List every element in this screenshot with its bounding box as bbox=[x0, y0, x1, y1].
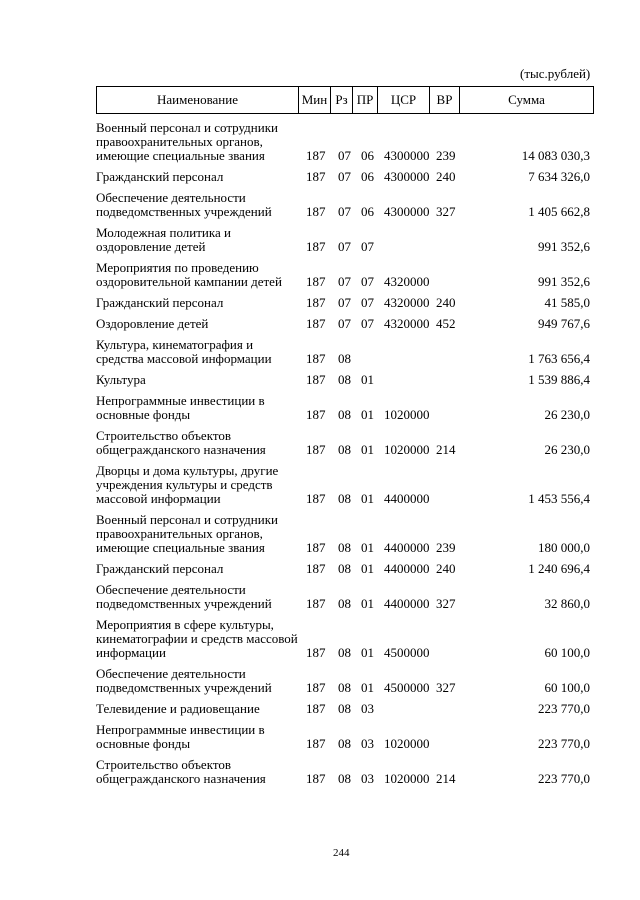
row-rz: 08 bbox=[338, 540, 351, 555]
table-row bbox=[96, 191, 594, 219]
table-row bbox=[96, 296, 594, 310]
row-rz: 07 bbox=[338, 148, 351, 163]
row-min: 187 bbox=[306, 442, 326, 457]
row-rz: 08 bbox=[338, 645, 351, 660]
row-pr: 06 bbox=[361, 148, 374, 163]
row-sum: 991 352,6 bbox=[538, 274, 590, 289]
row-rz: 08 bbox=[338, 407, 351, 422]
table-row bbox=[96, 464, 594, 506]
row-sum: 26 230,0 bbox=[544, 442, 590, 457]
row-csr: 1020000 bbox=[384, 736, 430, 751]
row-pr: 01 bbox=[361, 540, 374, 555]
table-row bbox=[96, 261, 594, 289]
table-body bbox=[96, 121, 594, 793]
row-pr: 01 bbox=[361, 442, 374, 457]
row-name: Обеспечение деятельности подведомственных учреждений bbox=[96, 582, 272, 611]
row-pr: 03 bbox=[361, 736, 374, 751]
row-pr: 07 bbox=[361, 295, 374, 310]
header-name: Наименование bbox=[97, 87, 299, 113]
row-rz: 07 bbox=[338, 169, 351, 184]
row-sum: 223 770,0 bbox=[538, 736, 590, 751]
row-pr: 01 bbox=[361, 407, 374, 422]
row-sum: 60 100,0 bbox=[544, 680, 590, 695]
table-row bbox=[96, 429, 594, 457]
row-vr: 240 bbox=[436, 295, 456, 310]
row-sum: 1 453 556,4 bbox=[528, 491, 590, 506]
page-number: 244 bbox=[333, 847, 350, 859]
row-min: 187 bbox=[306, 491, 326, 506]
row-pr: 01 bbox=[361, 680, 374, 695]
table-row bbox=[96, 618, 594, 660]
row-rz: 07 bbox=[338, 239, 351, 254]
row-rz: 08 bbox=[338, 561, 351, 576]
row-name: Военный персонал и сотрудники правоохранительных органов, имеющие специальные звания bbox=[96, 512, 278, 555]
row-min: 187 bbox=[306, 701, 326, 716]
row-sum: 32 860,0 bbox=[544, 596, 590, 611]
row-sum: 1 539 886,4 bbox=[528, 372, 590, 387]
row-sum: 180 000,0 bbox=[538, 540, 590, 555]
row-sum: 1 240 696,4 bbox=[528, 561, 590, 576]
table-row bbox=[96, 583, 594, 611]
row-pr: 03 bbox=[361, 771, 374, 786]
header-vr: ВР bbox=[430, 87, 460, 113]
row-csr: 4320000 bbox=[384, 295, 430, 310]
row-csr: 4400000 bbox=[384, 540, 430, 555]
row-name: Гражданский персонал bbox=[96, 169, 224, 184]
row-csr: 4400000 bbox=[384, 561, 430, 576]
header-sum: Сумма bbox=[508, 92, 545, 107]
row-name: Непрограммные инвестиции в основные фонды bbox=[96, 722, 265, 751]
table-row bbox=[96, 758, 594, 786]
row-rz: 08 bbox=[338, 736, 351, 751]
row-min: 187 bbox=[306, 351, 326, 366]
row-min: 187 bbox=[306, 680, 326, 695]
table-header bbox=[96, 86, 594, 114]
row-pr: 06 bbox=[361, 169, 374, 184]
table-row bbox=[96, 723, 594, 751]
row-min: 187 bbox=[306, 771, 326, 786]
row-csr: 1020000 bbox=[384, 407, 430, 422]
row-sum: 949 767,6 bbox=[538, 316, 590, 331]
row-sum: 26 230,0 bbox=[544, 407, 590, 422]
row-min: 187 bbox=[306, 736, 326, 751]
row-pr: 07 bbox=[361, 274, 374, 289]
table-row bbox=[96, 562, 594, 576]
row-name: Культура, кинематография и средства массовой информации bbox=[96, 337, 272, 366]
row-pr: 01 bbox=[361, 645, 374, 660]
row-csr: 1020000 bbox=[384, 442, 430, 457]
row-vr: 239 bbox=[436, 148, 456, 163]
row-name: Гражданский персонал bbox=[96, 561, 224, 576]
row-pr: 01 bbox=[361, 491, 374, 506]
row-min: 187 bbox=[306, 204, 326, 219]
row-sum: 41 585,0 bbox=[544, 295, 590, 310]
row-sum: 14 083 030,3 bbox=[521, 148, 590, 163]
row-rz: 08 bbox=[338, 680, 351, 695]
row-csr: 4400000 bbox=[384, 491, 430, 506]
table-row bbox=[96, 667, 594, 695]
row-csr: 4300000 bbox=[384, 169, 430, 184]
row-rz: 07 bbox=[338, 295, 351, 310]
row-min: 187 bbox=[306, 274, 326, 289]
row-rz: 08 bbox=[338, 372, 351, 387]
row-vr: 214 bbox=[436, 771, 456, 786]
row-vr: 240 bbox=[436, 561, 456, 576]
row-sum: 1 763 656,4 bbox=[528, 351, 590, 366]
row-rz: 08 bbox=[338, 771, 351, 786]
row-rz: 07 bbox=[338, 204, 351, 219]
row-name: Оздоровление детей bbox=[96, 316, 209, 331]
row-csr: 4320000 bbox=[384, 274, 430, 289]
row-pr: 01 bbox=[361, 596, 374, 611]
row-name: Мероприятия по проведению оздоровительной кампании детей bbox=[96, 260, 282, 289]
row-sum: 223 770,0 bbox=[538, 771, 590, 786]
row-pr: 07 bbox=[361, 316, 374, 331]
row-sum: 223 770,0 bbox=[538, 701, 590, 716]
row-min: 187 bbox=[306, 540, 326, 555]
row-name: Военный персонал и сотрудники правоохранительных органов, имеющие специальные звания bbox=[96, 120, 278, 163]
row-pr: 07 bbox=[361, 239, 374, 254]
row-sum: 1 405 662,8 bbox=[528, 204, 590, 219]
row-csr: 4500000 bbox=[384, 645, 430, 660]
row-pr: 01 bbox=[361, 561, 374, 576]
row-rz: 08 bbox=[338, 701, 351, 716]
row-sum: 991 352,6 bbox=[538, 239, 590, 254]
row-vr: 327 bbox=[436, 204, 456, 219]
row-sum: 7 634 326,0 bbox=[528, 169, 590, 184]
row-name: Гражданский персонал bbox=[96, 295, 224, 310]
row-pr: 06 bbox=[361, 204, 374, 219]
table-row bbox=[96, 338, 594, 366]
row-vr: 327 bbox=[436, 596, 456, 611]
row-name: Культура bbox=[96, 372, 146, 387]
table-row bbox=[96, 121, 594, 163]
row-min: 187 bbox=[306, 561, 326, 576]
row-pr: 01 bbox=[361, 372, 374, 387]
row-vr: 452 bbox=[436, 316, 456, 331]
row-min: 187 bbox=[306, 295, 326, 310]
units-label: (тыс.рублей) bbox=[520, 66, 591, 81]
header-rz: Рз bbox=[331, 87, 353, 113]
row-vr: 327 bbox=[436, 680, 456, 695]
row-name: Молодежная политика и оздоровление детей bbox=[96, 225, 231, 254]
row-name: Обеспечение деятельности подведомственных учреждений bbox=[96, 666, 272, 695]
table-row bbox=[96, 373, 594, 387]
row-name: Мероприятия в сфере культуры, кинематографии и средств массовой информации bbox=[96, 617, 298, 660]
row-vr: 214 bbox=[436, 442, 456, 457]
row-rz: 08 bbox=[338, 596, 351, 611]
table-row bbox=[96, 702, 594, 716]
row-sum: 60 100,0 bbox=[544, 645, 590, 660]
row-name: Телевидение и радиовещание bbox=[96, 701, 260, 716]
row-min: 187 bbox=[306, 316, 326, 331]
row-csr: 4320000 bbox=[384, 316, 430, 331]
row-csr: 4500000 bbox=[384, 680, 430, 695]
table-row bbox=[96, 226, 594, 254]
table-row bbox=[96, 513, 594, 555]
row-name: Непрограммные инвестиции в основные фонды bbox=[96, 393, 265, 422]
row-vr: 240 bbox=[436, 169, 456, 184]
row-name: Строительство объектов общегражданского назначения bbox=[96, 757, 266, 786]
table-row bbox=[96, 394, 594, 422]
row-csr: 4300000 bbox=[384, 148, 430, 163]
row-min: 187 bbox=[306, 645, 326, 660]
row-csr: 4300000 bbox=[384, 204, 430, 219]
row-min: 187 bbox=[306, 372, 326, 387]
row-min: 187 bbox=[306, 169, 326, 184]
row-rz: 07 bbox=[338, 274, 351, 289]
row-name: Дворцы и дома культуры, другие учреждения культуры и средств массовой информации bbox=[96, 463, 279, 506]
header-pr: ПР bbox=[353, 87, 378, 113]
row-csr: 4400000 bbox=[384, 596, 430, 611]
row-min: 187 bbox=[306, 407, 326, 422]
row-min: 187 bbox=[306, 148, 326, 163]
row-name: Строительство объектов общегражданского назначения bbox=[96, 428, 266, 457]
table-row bbox=[96, 317, 594, 331]
row-min: 187 bbox=[306, 596, 326, 611]
header-min: Мин bbox=[299, 87, 331, 113]
table-row bbox=[96, 170, 594, 184]
row-rz: 08 bbox=[338, 351, 351, 366]
row-rz: 08 bbox=[338, 442, 351, 457]
row-vr: 239 bbox=[436, 540, 456, 555]
row-name: Обеспечение деятельности подведомственных учреждений bbox=[96, 190, 272, 219]
row-min: 187 bbox=[306, 239, 326, 254]
row-csr: 1020000 bbox=[384, 771, 430, 786]
row-rz: 08 bbox=[338, 491, 351, 506]
row-rz: 07 bbox=[338, 316, 351, 331]
row-pr: 03 bbox=[361, 701, 374, 716]
header-csr: ЦСР bbox=[378, 87, 430, 113]
